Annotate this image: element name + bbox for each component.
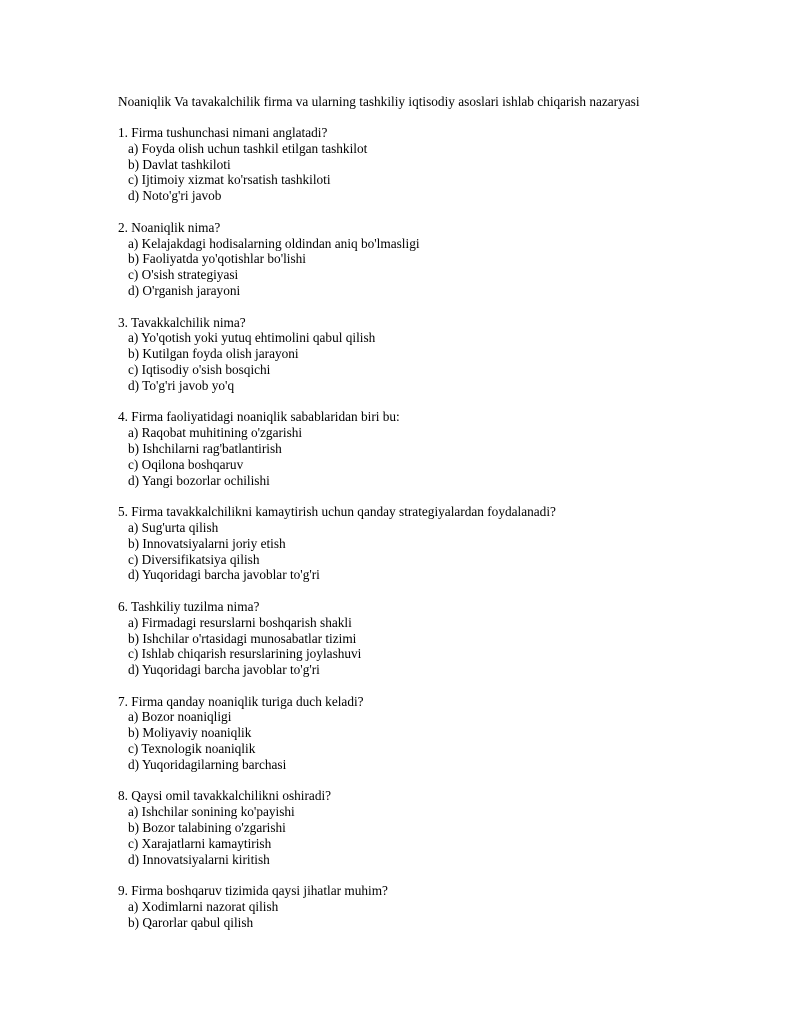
answer-option: a) Kelajakdagi hodisalarning oldindan aniq bo'lmasligi — [128, 235, 420, 251]
answer-option: a) Firmadagi resurslarni boshqarish shakli — [128, 614, 352, 630]
question-block — [118, 409, 758, 488]
answer-option: a) Xodimlarni nazorat qilish — [128, 899, 279, 915]
answer-options — [118, 615, 758, 678]
answer-option: b) Moliyaviy noaniqlik — [128, 725, 252, 741]
question-text: 2. Noaniqlik nima? — [118, 219, 221, 235]
answer-option: c) Texnologik noaniqlik — [128, 741, 256, 757]
document-title: Noaniqlik Va tavakalchilik firma va ularning tashkiliy iqtisodiy asoslari ishlab chiqarish nazaryasi — [118, 94, 640, 109]
answer-option: b) Qarorlar qabul qilish — [128, 914, 254, 930]
question-text: 6. Tashkiliy tuzilma nima? — [118, 598, 260, 614]
answer-option: b) Kutilgan foyda olish jarayoni — [128, 346, 299, 362]
question-text: 7. Firma qanday noaniqlik turiga duch keladi? — [118, 693, 364, 709]
answer-option: d) Yuqoridagi barcha javoblar to'g'ri — [128, 567, 320, 583]
answer-option: d) To'g'ri javob yo'q — [128, 377, 235, 393]
answer-option: c) Ijtimoiy xizmat ko'rsatish tashkiloti — [128, 172, 331, 188]
answer-option: d) Innovatsiyalarni kiritish — [128, 851, 270, 867]
answer-options — [118, 425, 758, 488]
answer-option: b) Faoliyatda yo'qotishlar bo'lishi — [128, 251, 307, 267]
question-block — [118, 883, 758, 930]
question-text: 5. Firma tavakkalchilikni kamaytirish uchun qanday strategiyalardan foydalanadi? — [118, 504, 556, 520]
answer-option: b) Bozor talabining o'zgarishi — [128, 820, 286, 836]
answer-option: a) Ishchilar sonining ko'payishi — [128, 804, 295, 820]
answer-options — [118, 330, 758, 393]
answer-option: c) Diversifikatsiya qilish — [128, 551, 260, 567]
answer-option: d) Yuqoridagilarning barchasi — [128, 756, 287, 772]
answer-option: a) Bozor noaniqligi — [128, 709, 232, 725]
question-text: 4. Firma faoliyatidagi noaniqlik sabablaridan biri bu: — [118, 409, 400, 425]
question-block — [118, 125, 758, 204]
answer-option: c) Iqtisodiy o'sish bosqichi — [128, 361, 271, 377]
answer-options — [118, 520, 758, 583]
answer-option: a) Yo'qotish yoki yutuq ehtimolini qabul qilish — [128, 330, 376, 346]
question-block — [118, 694, 758, 773]
answer-option: c) Xarajatlarni kamaytirish — [128, 835, 272, 851]
answer-option: c) Ishlab chiqarish resurslarining joylashuvi — [128, 646, 362, 662]
answer-options — [118, 141, 758, 204]
question-block — [118, 504, 758, 583]
answer-option: a) Foyda olish uchun tashkil etilgan tashkilot — [128, 140, 368, 156]
question-text: 9. Firma boshqaruv tizimida qaysi jihatlar muhim? — [118, 883, 388, 899]
answer-option: b) Ishchilar o'rtasidagi munosabatlar tizimi — [128, 630, 357, 646]
question-block — [118, 315, 758, 394]
answer-option: b) Ishchilarni rag'batlantirish — [128, 440, 282, 456]
question-list — [118, 125, 758, 946]
answer-options — [118, 236, 758, 299]
answer-option: b) Davlat tashkiloti — [128, 156, 231, 172]
question-block — [118, 599, 758, 678]
question-text: 3. Tavakkalchilik nima? — [118, 314, 246, 330]
question-block — [118, 788, 758, 867]
question-text: 8. Qaysi omil tavakkalchilikni oshiradi? — [118, 788, 332, 804]
answer-options — [118, 804, 758, 867]
answer-option: a) Raqobat muhitining o'zgarishi — [128, 425, 303, 441]
answer-option: d) O'rganish jarayoni — [128, 282, 241, 298]
answer-option: a) Sug'urta qilish — [128, 519, 219, 535]
question-text: 1. Firma tushunchasi nimani anglatadi? — [118, 125, 328, 140]
answer-options — [118, 899, 758, 931]
question-block — [118, 220, 758, 299]
answer-option: c) O'sish strategiyasi — [128, 267, 239, 283]
answer-option: d) Yuqoridagi barcha javoblar to'g'ri — [128, 662, 320, 678]
answer-options — [118, 709, 758, 772]
answer-option: b) Innovatsiyalarni joriy etish — [128, 535, 286, 551]
answer-option: c) Oqilona boshqaruv — [128, 456, 244, 472]
answer-option: d) Noto'g'ri javob — [128, 188, 222, 204]
answer-option: d) Yangi bozorlar ochilishi — [128, 472, 270, 488]
